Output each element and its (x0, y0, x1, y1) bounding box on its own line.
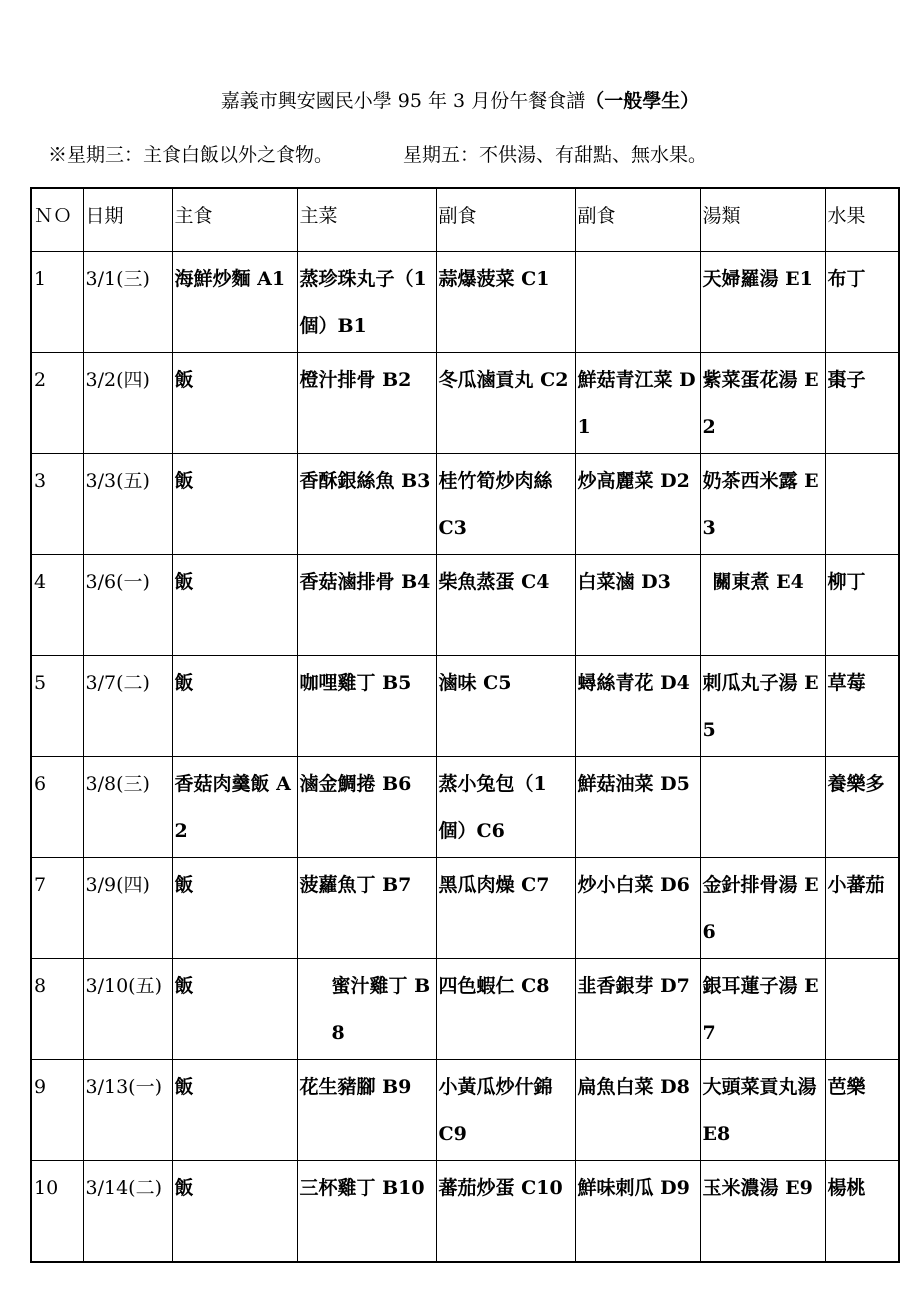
cell-fruit: 芭樂 (825, 1060, 899, 1161)
cell-soup: 關東煮 E4 (700, 555, 825, 656)
cell-side-dish-2: 韭香銀芽 D7 (575, 959, 700, 1060)
cell-staple: 飯 (172, 1060, 297, 1161)
table-row (31, 959, 899, 1060)
cell-main-dish: 蜜汁雞丁 B8 (297, 959, 436, 1060)
cell-no: 9 (31, 1060, 83, 1161)
cell-main-dish: 菠蘿魚丁 B7 (297, 858, 436, 959)
header-staple: 主食 (172, 188, 297, 252)
cell-side-dish-1: 滷味 C5 (436, 656, 575, 757)
cell-no: 2 (31, 353, 83, 454)
cell-main-dish: 咖哩雞丁 B5 (297, 656, 436, 757)
cell-side-dish-1: 桂竹筍炒肉絲 C3 (436, 454, 575, 555)
cell-no: 6 (31, 757, 83, 858)
menu-notes (48, 140, 707, 167)
cell-fruit (825, 959, 899, 1060)
page-title (0, 86, 920, 113)
cell-soup: 刺瓜丸子湯 E5 (700, 656, 825, 757)
cell-soup: 天婦羅湯 E1 (700, 252, 825, 353)
cell-date: 3/6(一) (83, 555, 172, 656)
cell-side-dish-1: 四色蝦仁 C8 (436, 959, 575, 1060)
cell-fruit: 楊桃 (825, 1161, 899, 1263)
table-row (31, 757, 899, 858)
cell-staple: 飯 (172, 353, 297, 454)
cell-soup: 銀耳蓮子湯 E7 (700, 959, 825, 1060)
cell-main-dish: 橙汁排骨 B2 (297, 353, 436, 454)
note-wednesday: ※星期三：主食白飯以外之食物。 (48, 144, 334, 166)
cell-soup: 玉米濃湯 E9 (700, 1161, 825, 1263)
cell-staple: 海鮮炒麵 A1 (172, 252, 297, 353)
cell-soup: 金針排骨湯 E6 (700, 858, 825, 959)
cell-date: 3/7(二) (83, 656, 172, 757)
cell-side-dish-2: 鮮味刺瓜 D9 (575, 1161, 700, 1263)
cell-soup (700, 757, 825, 858)
cell-no: 5 (31, 656, 83, 757)
header-row (31, 188, 899, 252)
cell-fruit: 養樂多 (825, 757, 899, 858)
table-row (31, 656, 899, 757)
lunch-menu-table (30, 187, 900, 1263)
cell-staple: 飯 (172, 656, 297, 757)
cell-main-dish: 香菇滷排骨 B4 (297, 555, 436, 656)
cell-no: 3 (31, 454, 83, 555)
cell-date: 3/8(三) (83, 757, 172, 858)
table-row (31, 1161, 899, 1263)
cell-soup: 紫菜蛋花湯 E2 (700, 353, 825, 454)
cell-staple: 飯 (172, 454, 297, 555)
cell-main-dish: 滷金鯛捲 B6 (297, 757, 436, 858)
cell-date: 3/1(三) (83, 252, 172, 353)
cell-side-dish-1: 冬瓜滷貢丸 C2 (436, 353, 575, 454)
header-main-dish: 主菜 (297, 188, 436, 252)
header-soup: 湯類 (700, 188, 825, 252)
cell-main-dish: 三杯雞丁 B10 (297, 1161, 436, 1263)
cell-staple: 飯 (172, 1161, 297, 1263)
cell-no: 10 (31, 1161, 83, 1263)
cell-date: 3/13(一) (83, 1060, 172, 1161)
cell-date: 3/14(二) (83, 1161, 172, 1263)
table-row (31, 454, 899, 555)
note-friday: 星期五：不供湯、有甜點、無水果。 (403, 144, 708, 166)
cell-side-dish-2: 鮮菇青江菜 D1 (575, 353, 700, 454)
table-row (31, 1060, 899, 1161)
table-row (31, 555, 899, 656)
cell-no: 8 (31, 959, 83, 1060)
cell-main-dish: 香酥銀絲魚 B3 (297, 454, 436, 555)
cell-side-dish-1: 蒜爆菠菜 C1 (436, 252, 575, 353)
title-suffix: （一般學生） (585, 90, 700, 112)
cell-side-dish-2: 鮮菇油菜 D5 (575, 757, 700, 858)
cell-staple: 香菇肉羹飯 A2 (172, 757, 297, 858)
cell-side-dish-1: 黑瓜肉燥 C7 (436, 858, 575, 959)
cell-soup: 奶茶西米露 E3 (700, 454, 825, 555)
cell-staple: 飯 (172, 959, 297, 1060)
cell-side-dish-2: 炒小白菜 D6 (575, 858, 700, 959)
cell-fruit: 布丁 (825, 252, 899, 353)
cell-date: 3/9(四) (83, 858, 172, 959)
title-main: 嘉義市興安國民小學 95 年 3 月份午餐食譜 (220, 90, 586, 112)
cell-side-dish-2: 白菜滷 D3 (575, 555, 700, 656)
cell-staple: 飯 (172, 858, 297, 959)
cell-no: 1 (31, 252, 83, 353)
cell-date: 3/10(五) (83, 959, 172, 1060)
cell-side-dish-1: 柴魚蒸蛋 C4 (436, 555, 575, 656)
table-row (31, 353, 899, 454)
cell-side-dish-1: 蒸小兔包（1 個）C6 (436, 757, 575, 858)
cell-side-dish-2: 蟳絲青花 D4 (575, 656, 700, 757)
cell-fruit: 柳丁 (825, 555, 899, 656)
cell-side-dish-1: 小黃瓜炒什錦 C9 (436, 1060, 575, 1161)
header-side-dish-2: 副食 (575, 188, 700, 252)
cell-main-dish: 花生豬腳 B9 (297, 1060, 436, 1161)
cell-side-dish-1: 蕃茄炒蛋 C10 (436, 1161, 575, 1263)
cell-no: 7 (31, 858, 83, 959)
cell-date: 3/3(五) (83, 454, 172, 555)
cell-staple: 飯 (172, 555, 297, 656)
cell-fruit: 草莓 (825, 656, 899, 757)
header-no: ＮＯ (31, 188, 83, 252)
cell-side-dish-2: 炒高麗菜 D2 (575, 454, 700, 555)
header-fruit: 水果 (825, 188, 899, 252)
cell-fruit (825, 454, 899, 555)
table-row (31, 858, 899, 959)
cell-main-dish: 蒸珍珠丸子（1 個）B1 (297, 252, 436, 353)
cell-soup: 大頭菜貢丸湯 E8 (700, 1060, 825, 1161)
table-row (31, 252, 899, 353)
cell-fruit: 棗子 (825, 353, 899, 454)
header-side-dish-1: 副食 (436, 188, 575, 252)
cell-side-dish-2: 扁魚白菜 D8 (575, 1060, 700, 1161)
cell-no: 4 (31, 555, 83, 656)
header-date: 日期 (83, 188, 172, 252)
cell-date: 3/2(四) (83, 353, 172, 454)
cell-side-dish-2 (575, 252, 700, 353)
cell-fruit: 小蕃茄 (825, 858, 899, 959)
